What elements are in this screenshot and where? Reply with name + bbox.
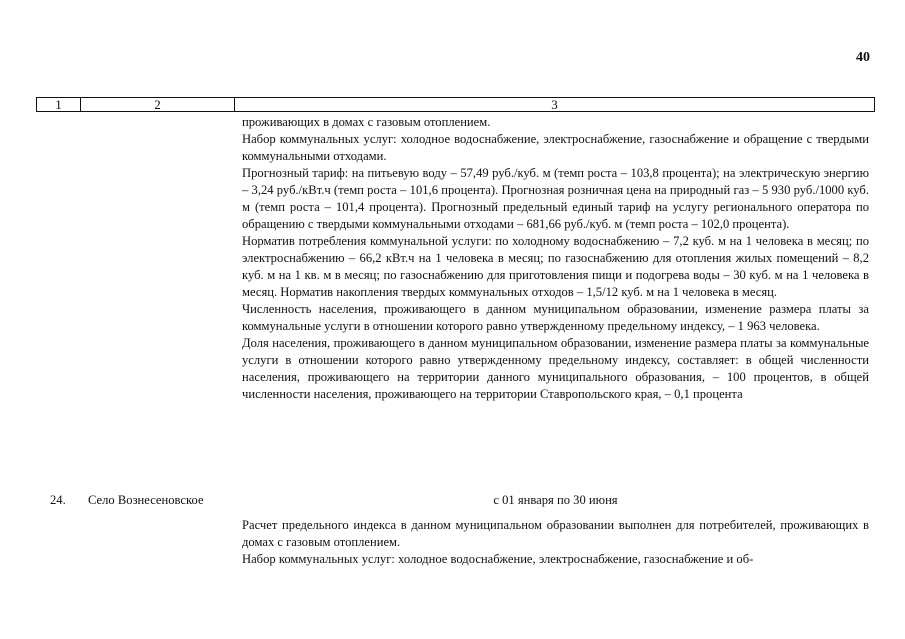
row-number: 24. (50, 493, 66, 507)
paragraph-forecast-tariff: Прогнозный тариф: на питьевую воду – 57,49 руб./куб. м (темп роста – 103,8 процента); на электрическую энергию – 3,24 руб./кВт.ч (темп роста – 101,6 процента). Прогнозная розничная цена на природный газ – 5 930 руб./1000 куб. м (темп роста – 101,4 процента). Прогнозный предельный единый тариф на услугу регионального оператора по обращению с твердыми коммунальными отходами – 681,66 руб./куб. м (темп роста – 102,0 процента). (242, 166, 869, 231)
municipality-name: Село Вознесеновское (88, 493, 204, 507)
entry-text (242, 517, 869, 568)
header-col-3: 3 (551, 97, 558, 112)
paragraph-services-set: Набор коммунальных услуг: холодное водоснабжение, электроснабжение, газоснабжение и обращение с твердыми коммунальными отходами. (242, 132, 869, 163)
continuation-text (242, 114, 869, 403)
header-col-2: 2 (81, 98, 235, 111)
header-col-1: 1 (37, 98, 81, 111)
paragraph-population-share: Доля населения, проживающего в данном муниципальном образовании, изменение размера платы за коммунальные услуги в отношении которого равно утвержденному предельному индексу, составляет: в общей численности населения, проживающего на территории данного муниципального образования, – 100 процентов, в общей численности населения, проживающего на территории Ставропольского края, – 0,1 процента (242, 336, 869, 401)
period-label: с 01 января по 30 июня (493, 493, 618, 507)
table-header-row (36, 97, 875, 112)
page-number: 40 (856, 50, 870, 65)
paragraph-gas-heating: проживающих в домах с газовым отоплением. (242, 115, 491, 129)
paragraph-consumption-norms: Норматив потребления коммунальной услуги: по холодному водоснабжению – 7,2 куб. м на 1 человека в месяц; по электроснабжению – 66,2 кВт.ч на 1 человека в месяц; по газоснабжению для отопления жилых помещений – 8,2 куб. м на 1 кв. м в месяц; по газоснабжению для приготовления пищи и подогрева воды – 30 куб. м на 1 человека в месяц. Норматив накопления твердых коммунальных отходов – 1,5/12 куб. м на 1 человека в месяц. (242, 234, 869, 299)
paragraph-population-count: Численность населения, проживающего в данном муниципальном образовании, изменение размера платы за коммунальные услуги в отношении которого равно утвержденному предельному индексу, – 1 963 человека. (242, 302, 869, 333)
paragraph-services-set: Набор коммунальных услуг: холодное водоснабжение, электроснабжение, газоснабжение и об- (242, 552, 754, 566)
paragraph-index-calculation: Расчет предельного индекса в данном муниципальном образовании выполнен для потребителей, проживающих в домах с газовым отоплением. (242, 518, 869, 549)
